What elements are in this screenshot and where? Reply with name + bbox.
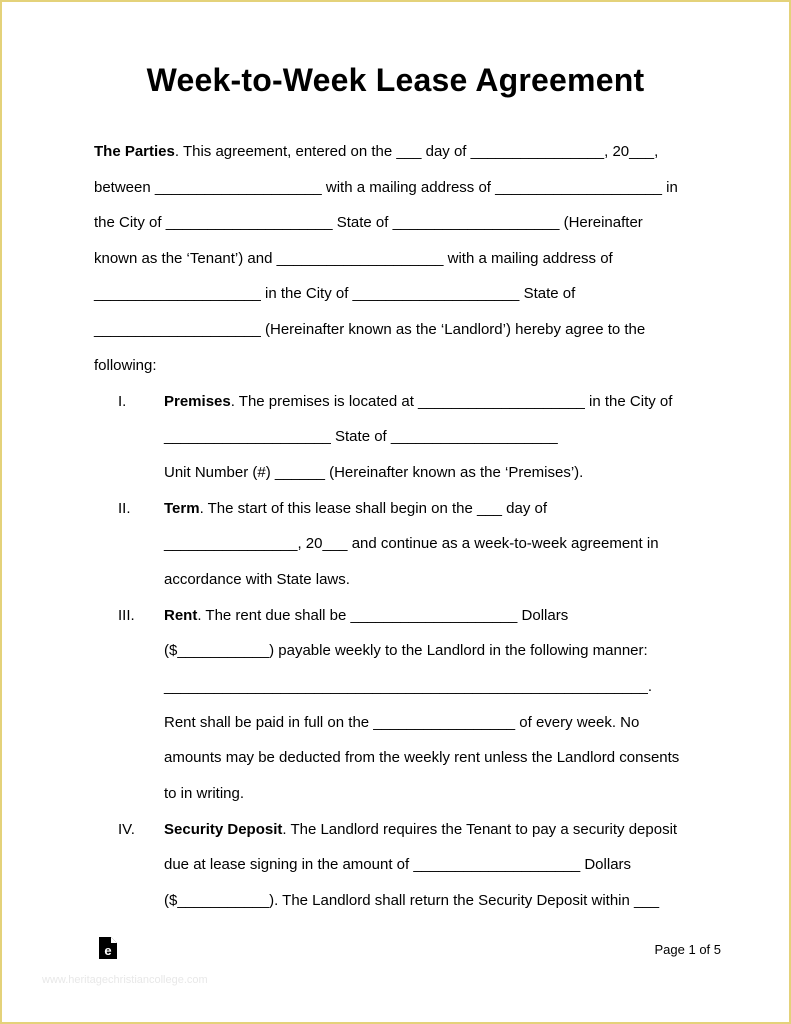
- section-line: Term. The start of this lease shall begin on the ___ day of: [164, 500, 548, 517]
- section-line: __________________________________________________________.: [164, 678, 653, 695]
- section-number: I.: [118, 393, 127, 410]
- intro-label: The Parties: [94, 143, 175, 160]
- intro-line: known as the ‘Tenant’) and ____________________ with a mailing address of: [94, 250, 613, 267]
- intro-line: following:: [94, 357, 157, 374]
- section-line: accordance with State laws.: [164, 571, 350, 588]
- intro-line: The Parties. This agreement, entered on the ___ day of ________________, 20___,: [94, 143, 659, 160]
- section-label: Security Deposit: [164, 821, 283, 838]
- watermark: www.heritagechristiancollege.com: [42, 974, 208, 986]
- section-line: ($___________). The Landlord shall return the Security Deposit within ___: [164, 892, 660, 909]
- section-label: Premises: [164, 393, 231, 410]
- section-line: Rent shall be paid in full on the _________________ of every week. No: [164, 714, 640, 731]
- document-title: Week-to-Week Lease Agreement: [146, 62, 645, 98]
- section-line: to in writing.: [164, 785, 245, 802]
- svg-text:e: e: [104, 943, 112, 958]
- section-line: Unit Number (#) ______ (Hereinafter known as the ‘Premises’).: [164, 464, 584, 481]
- section-line: ($___________) payable weekly to the Landlord in the following manner:: [164, 642, 648, 659]
- page-number: Page 1 of 5: [654, 942, 721, 957]
- section-label: Rent: [164, 607, 198, 624]
- eforms-logo-icon: [98, 936, 118, 960]
- section-line: Security Deposit. The Landlord requires the Tenant to pay a security deposit: [164, 821, 678, 838]
- intro-line: the City of ____________________ State of ____________________ (Hereinafter: [94, 214, 643, 231]
- intro-line: between ____________________ with a mailing address of ____________________ in: [94, 179, 678, 196]
- section-line: amounts may be deducted from the weekly rent unless the Landlord consents: [164, 749, 680, 766]
- section-line: ________________, 20___ and continue as a week-to-week agreement in: [164, 535, 659, 552]
- section-number: III.: [118, 607, 135, 624]
- section-line: Premises. The premises is located at ____________________ in the City of: [164, 393, 673, 410]
- section-line: due at lease signing in the amount of ____________________ Dollars: [164, 856, 632, 873]
- section-number: IV.: [118, 821, 135, 838]
- section-label: Term: [164, 500, 200, 517]
- section-number: II.: [118, 500, 131, 517]
- section-line: ____________________ State of ____________________: [164, 428, 558, 445]
- intro-line: ____________________ in the City of ____________________ State of: [94, 285, 576, 302]
- intro-line: ____________________ (Hereinafter known as the ‘Landlord’) hereby agree to the: [94, 321, 646, 338]
- section-line: Rent. The rent due shall be ____________________ Dollars: [164, 607, 569, 624]
